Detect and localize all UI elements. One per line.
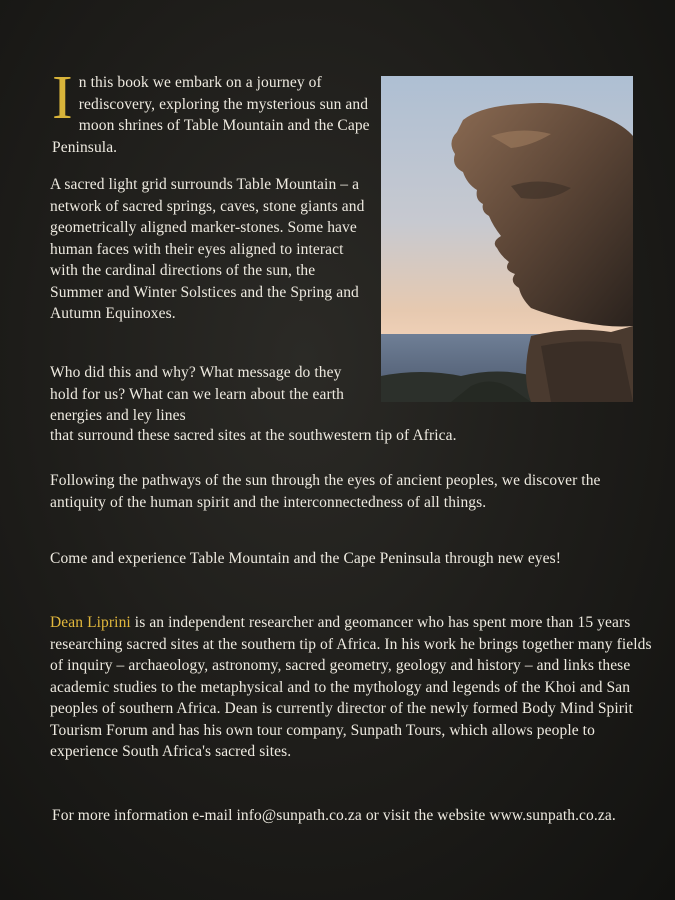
- author-name: Dean Liprini: [50, 614, 131, 631]
- paragraph-invitation: Come and experience Table Mountain and the Cape Peninsula through new eyes!: [50, 550, 562, 567]
- paragraph-light-grid: A sacred light grid surrounds Table Mountain – a network of sacred springs, caves, stone giants and geometrically aligned marker-stones. Some have human faces with their eyes aligned to interact with the cardinal directions of the sun, the Summer and Winter Solstices and the Spring and Autumn Equinoxes.: [50, 176, 365, 322]
- author-bio-text: is an independent researcher and geomancer who has spent more than 15 years researching sacred sites at the southern tip of Africa. In his work he brings together many fields of inquiry – archaeology, astronomy, sacred geometry, geology and history – and links these academic studies to the metaphysical and to the mythology and legends of the Khoi and San peoples of southern Africa. Dean is currently director of the newly formed Body Mind Spirit Tourism Forum and has his own tour company, Sunpath Tours, which allows people to experience South Africa's sacred sites.: [50, 614, 652, 760]
- stone-face-photo: [381, 76, 633, 402]
- stone-face-image: [381, 76, 633, 402]
- author-bio: [50, 612, 656, 763]
- drop-cap: I: [52, 64, 73, 132]
- paragraph-pathways: Following the pathways of the sun through the eyes of ancient peoples, we discover the antiquity of the human spirit and the interconnectedness of all things.: [50, 472, 601, 511]
- paragraph-questions: Who did this and why? What message do they hold for us? What can we learn about the earth energies and ley lines: [50, 364, 344, 424]
- intro-text: n this book we embark on a journey of rediscovery, exploring the mysterious sun and moon shrines of Table Mountain and the Cape Peninsula.: [52, 74, 370, 156]
- intro-paragraph: [52, 64, 372, 158]
- contact-info: For more information e-mail info@sunpath.co.za or visit the website www.sunpath.co.za.: [52, 807, 616, 824]
- paragraph-questions-end: that surround these sacred sites at the southwestern tip of Africa.: [50, 427, 457, 444]
